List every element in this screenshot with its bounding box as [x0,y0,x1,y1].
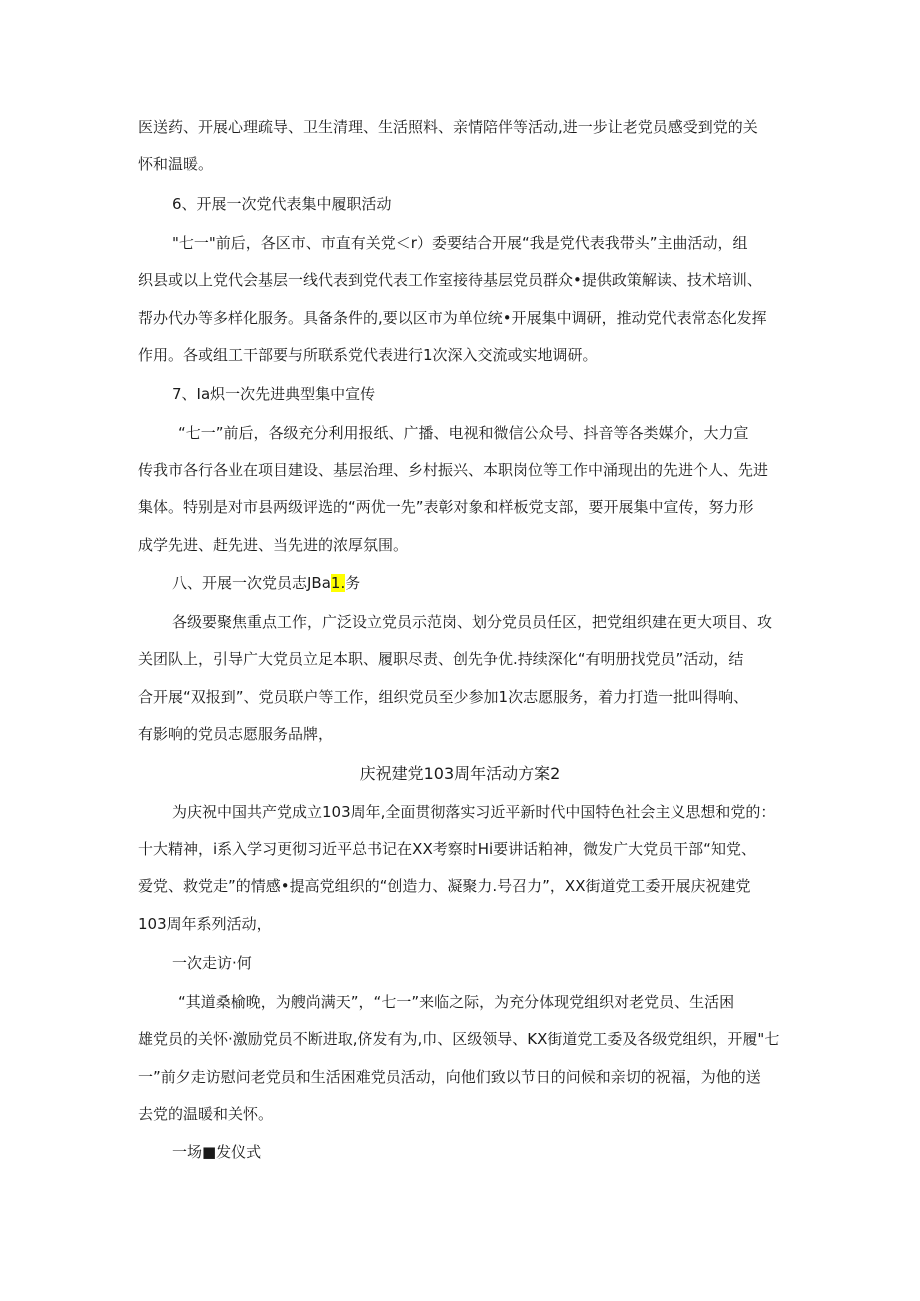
body-line: 爱党、救党走”的情感•提高党组织的“创造力、凝聚力.号召力”，XX街道党工委开展庆祝建党 [138,877,751,895]
section-heading-7: 7、Ia炽一次先进典型集中宣传 [172,385,376,403]
body-line: 关团队上，引导广大党员立足本职、履职尽责、创先争优.持续深化“有明册找党员”活动，结 [138,650,744,668]
section-heading-6: 6、开展一次党代表集中履职活动 [172,195,392,213]
document-title: 庆祝建党103周年活动方案2 [359,764,561,783]
body-line: 有影响的党员志愿服务品牌， [138,725,334,743]
body-line: 怀和温暖。 [138,155,214,173]
body-line: "七一"前后，各区市、市直有关党＜r）委要结合开展“我是党代表我带头”主曲活动，组 [172,234,748,252]
body-line: 帮办代办等多样化服务。具备条件的,要以区市为单位统•开展集中调研，推动党代表常态化发挥 [138,309,767,327]
section-heading-text-end: 务 [345,574,361,592]
body-line: 雄党员的关怀·激励党员不断进取,侪发有为,巾、区级领导、KX街道党工委及各级党组织，开履"七 [138,1030,780,1048]
body-line: 十大精神，i系入学习更彻习近平总书记在XX考察时Hi要讲话粕神，微发广大党员干部“知党、 [138,840,756,858]
body-line: “七一”前后，各级充分利用报纸、广播、电视和微信公众号、抖音等各类媒介，大力宣 [178,424,749,442]
highlighted-text: 1. [330,574,346,592]
body-line: 一”前夕走访慰问老党员和生活困难党员活动，向他们致以节日的问候和亲切的祝福，为他的送 [138,1068,761,1086]
body-line: 合开展“双报到”、党员联户等工作，组织党员至少参加1次志愿服务，着力打造一批叫得响、 [138,688,749,706]
body-line: 各级要聚焦重点工作，广泛设立党员示范岗、划分党员员任区，把党组织建在更大项目、攻 [172,613,773,631]
section-heading: 一次走访·何 [172,954,252,972]
body-line: “其道桑榆晚，为艘尚满天”，“七一”来临之际，为充分体现党组织对老党员、生活困 [178,993,735,1011]
body-line: 成学先进、赶先进、当先进的浓厚氛围。 [138,536,409,554]
body-line: 传我市各行各业在项目建设、基层治理、乡村振兴、本职岗位等工作中涌现出的先进个人、先进 [138,461,769,479]
section-heading: 一场■发仪式 [172,1143,262,1161]
body-line: 作用。各或组工干部要与所联系党代表进行1次深入交流或实地调研。 [138,346,598,364]
body-line: 去党的温暖和关怀。 [138,1105,274,1123]
section-heading-8 [172,573,822,593]
body-line: 103周年系列活动， [138,915,272,933]
body-line: 医送药、开展心理疏导、卫生清理、生活照料、亲情陪伴等活动,进一步让老党员感受到党的关 [138,118,758,136]
body-line: 织县或以上党代会基层一线代表到党代表工作室接待基层党员群众•提供政策解读、技术培训、 [138,271,762,289]
body-line: 集体。特别是对市县两级评选的“两优一先”表彰对象和样板党支部，要开展集中宣传，努力形 [138,498,754,516]
body-line: 为庆祝中国共产党成立103周年,全面贯彻落实习近平新时代中国特色社会主义思想和党的： [172,803,776,821]
section-heading-text: 八、开展一次党员志JBa [172,574,331,592]
